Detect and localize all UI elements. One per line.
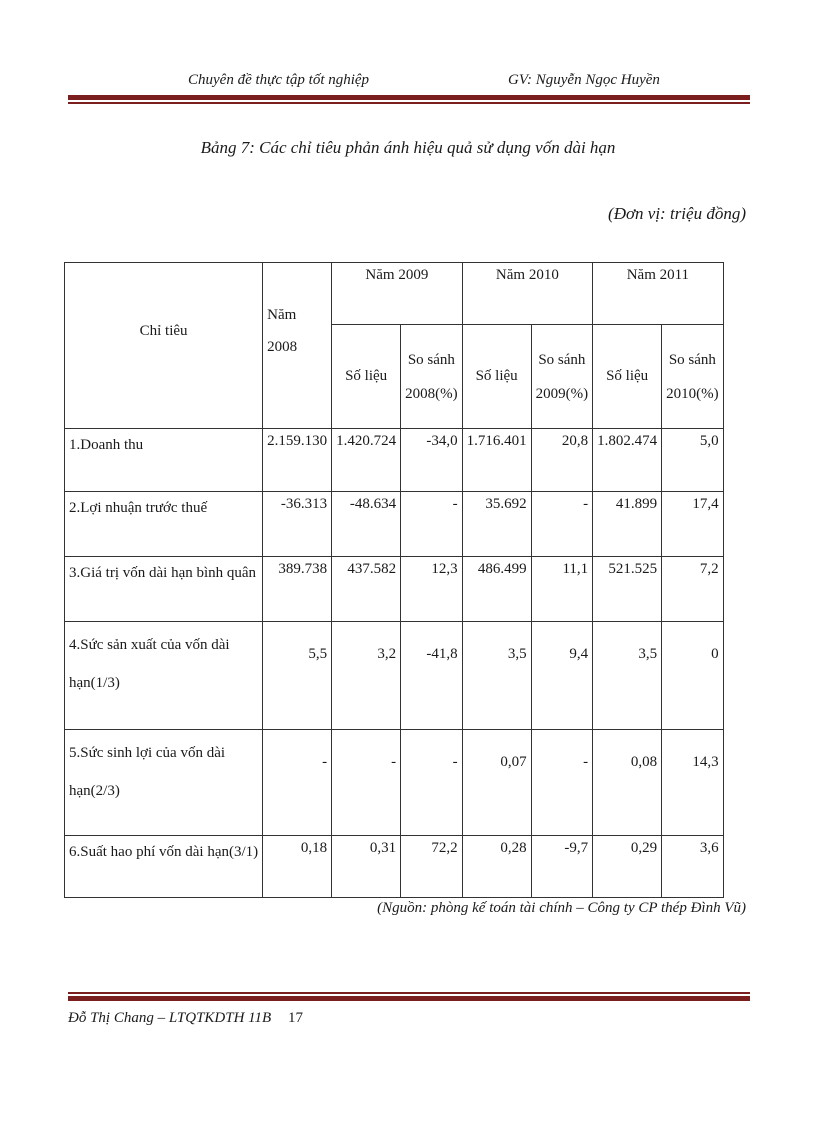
- cell-2008: 2.159.130: [263, 429, 332, 492]
- cell-2010: 0,28: [462, 836, 531, 898]
- table-title: Bảng 7: Các chỉ tiêu phản ánh hiệu quả sử dụng vốn dài hạn: [200, 138, 616, 157]
- sub-value-2010: Số liệu: [462, 325, 531, 429]
- table-row: [65, 557, 724, 622]
- cell-2008: 0,18: [263, 836, 332, 898]
- cell-2011: 521.525: [593, 557, 662, 622]
- table-row: [65, 836, 724, 898]
- cell-2009: 3,2: [332, 622, 401, 730]
- header-rule: [68, 95, 750, 104]
- row-label: 5.Sức sinh lợi của vốn dài hạn(2/3): [65, 730, 263, 836]
- footer-rule: [68, 992, 750, 1001]
- sub-compare-2010: So sánh 2009(%): [531, 325, 593, 429]
- cell-cmp-2011: 17,4: [662, 492, 724, 557]
- cell-2010: 1.716.401: [462, 429, 531, 492]
- cell-cmp-2011: 0: [662, 622, 724, 730]
- cell-2010: 0,07: [462, 730, 531, 836]
- cell-cmp-2009: -41,8: [401, 622, 463, 730]
- cell-cmp-2009: -: [401, 730, 463, 836]
- page-number: 17: [288, 1010, 303, 1026]
- data-table: [64, 262, 724, 898]
- cell-cmp-2010: 11,1: [531, 557, 593, 622]
- cell-2010: 486.499: [462, 557, 531, 622]
- footer-author: Đỗ Thị Chang – LTQTKDTH 11B: [68, 1010, 272, 1026]
- table-row: [65, 730, 724, 836]
- cell-2010: 35.692: [462, 492, 531, 557]
- table-row: [65, 492, 724, 557]
- cell-2011: 0,08: [593, 730, 662, 836]
- cell-2011: 3,5: [593, 622, 662, 730]
- header-right-text: GV: Nguyễn Ngọc Huyền: [508, 72, 660, 88]
- row-label: 3.Giá trị vốn dài hạn bình quân: [65, 557, 263, 622]
- header-row-1: [65, 263, 724, 325]
- row-label: 6.Suất hao phí vốn dài hạn(3/1): [65, 836, 263, 898]
- cell-2008: -: [263, 730, 332, 836]
- header-2011: Năm 2011: [593, 263, 724, 325]
- cell-cmp-2011: 14,3: [662, 730, 724, 836]
- header-2010: Năm 2010: [462, 263, 593, 325]
- header-indicator: Chỉ tiêu: [65, 263, 263, 429]
- cell-2009: 1.420.724: [332, 429, 401, 492]
- cell-cmp-2010: -: [531, 730, 593, 836]
- cell-2009: 437.582: [332, 557, 401, 622]
- cell-cmp-2010: 20,8: [531, 429, 593, 492]
- cell-cmp-2010: -9,7: [531, 836, 593, 898]
- cell-2011: 0,29: [593, 836, 662, 898]
- cell-cmp-2010: -: [531, 492, 593, 557]
- cell-cmp-2009: -34,0: [401, 429, 463, 492]
- cell-2011: 41.899: [593, 492, 662, 557]
- cell-cmp-2009: -: [401, 492, 463, 557]
- cell-cmp-2011: 5,0: [662, 429, 724, 492]
- cell-2009: 0,31: [332, 836, 401, 898]
- sub-compare-2009: So sánh 2008(%): [401, 325, 463, 429]
- cell-cmp-2011: 7,2: [662, 557, 724, 622]
- cell-cmp-2009: 72,2: [401, 836, 463, 898]
- cell-2009: -48.634: [332, 492, 401, 557]
- unit-note: (Đơn vị: triệu đồng): [608, 204, 746, 223]
- row-label: 4.Sức sản xuất của vốn dài hạn(1/3): [65, 622, 263, 730]
- sub-value-2011: Số liệu: [593, 325, 662, 429]
- row-label: 2.Lợi nhuận trước thuế: [65, 492, 263, 557]
- cell-cmp-2010: 9,4: [531, 622, 593, 730]
- row-label: 1.Doanh thu: [65, 429, 263, 492]
- header-2008: Năm 2008: [263, 263, 332, 429]
- cell-2009: -: [332, 730, 401, 836]
- sub-value-2009: Số liệu: [332, 325, 401, 429]
- cell-cmp-2009: 12,3: [401, 557, 463, 622]
- cell-2010: 3,5: [462, 622, 531, 730]
- header-left-text: Chuyên đề thực tập tốt nghiệp: [188, 72, 370, 88]
- sub-compare-2011: So sánh 2010(%): [662, 325, 724, 429]
- header-2009: Năm 2009: [332, 263, 463, 325]
- table-row: [65, 622, 724, 730]
- cell-cmp-2011: 3,6: [662, 836, 724, 898]
- cell-2011: 1.802.474: [593, 429, 662, 492]
- table-row: [65, 429, 724, 492]
- cell-2008: -36.313: [263, 492, 332, 557]
- page-header: [68, 72, 750, 94]
- cell-2008: 389.738: [263, 557, 332, 622]
- source-note: (Nguồn: phòng kế toán tài chính – Công ty CP thép Đình Vũ): [377, 900, 746, 916]
- cell-2008: 5,5: [263, 622, 332, 730]
